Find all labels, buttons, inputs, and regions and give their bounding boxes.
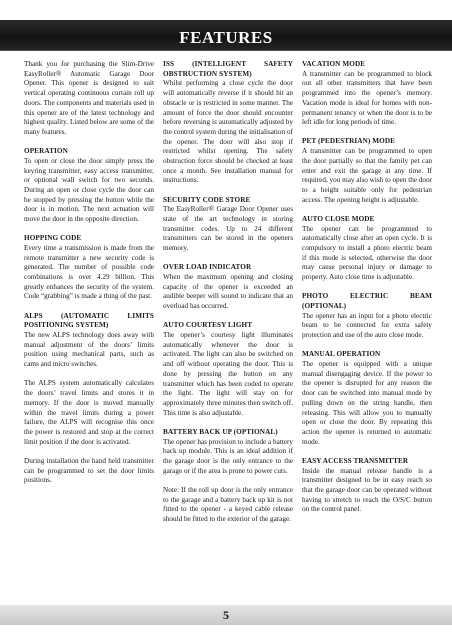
section-heading: PET (PEDESTRIAN) MODE — [302, 137, 396, 146]
section-body: Inside the manual release handle is a transmitter designed to be in easy reach so that the garage door can be operated without having to stretch to reach the O/S/C button on the control panel. — [302, 466, 432, 514]
section-body: The new ALPS technology does away with manual adjustment of the doors’ limits position using mechanical parts, such as cams and micro switches. — [24, 331, 154, 369]
section-heading: AUTO COURTESY LIGHT — [163, 321, 253, 330]
section-body: The opener can be programmed to automatically close after an open cycle. It is compulsory to install a photo electric beam if this mode is selected, otherwise the door may cause personal injury or damage to property. Auto close time is adjustable. — [302, 224, 432, 282]
section-heading: BATTERY BACK UP (OPTIONAL) — [163, 427, 278, 436]
section-heading: PHOTO ELECTRIC BEAM (OPTIONAL) — [302, 292, 432, 310]
section-heading: OPERATION — [24, 147, 68, 156]
section-heading: VACATION MODE — [302, 60, 366, 68]
section-pet-mode — [302, 137, 432, 205]
section-hopping-code — [24, 234, 154, 302]
column-2 — [163, 60, 293, 534]
section-heading: EASY ACCESS TRANSMITTER — [302, 456, 409, 465]
section-battery-backup — [163, 428, 293, 525]
section-heading: ALPS (AUTOMATIC LIMITS POSITIONING SYSTEM) — [24, 311, 154, 330]
section-body: When the maximum opening and closing capacity of the opener is exceeded an audible beeper will sound to indicate that an overload has occurred. — [163, 273, 293, 311]
section-body: A transmitter can be programmed to open the door partially so that the family pet can enter and exit the garage at any time. If required, you may also wish to open the door to a height suitable only for pedestrian access. The opening height is adjustable. — [302, 147, 432, 204]
section-auto-courtesy-light — [163, 321, 293, 418]
section-note: Note: If the roll up door is the only entrance to the garage and a battery back up kit is not fitted to the opener - a keyed cable release should be fitted to the exterior of the garage. — [163, 485, 293, 524]
section-body: During installation the hand held transmitter can be programmed to set the door limits positions. — [24, 456, 154, 485]
section-heading: AUTO CLOSE MODE — [302, 214, 375, 223]
section-body: The opener has an input for a photo electric beam to be connected for extra safety protection and use of the auto close mode. — [302, 311, 432, 340]
section-heading: HOPPING CODE — [24, 234, 82, 243]
section-manual-operation — [302, 350, 432, 447]
intro-paragraph: Thank you for purchasing the Slim-Drive EasyRoller® Automatic Garage Door Opener. This opener is designed to suit vertical operating continuous curtain roll up doors. The components and materials used in this opener are of the latest technology and highest quality. Listed below are some of the many features. — [24, 60, 154, 136]
column-1 — [24, 60, 154, 495]
section-heading: ISS (INTELLIGENT SAFETY OBSTRUCTION SYSTEM) — [163, 60, 293, 78]
section-easy-access-transmitter — [302, 457, 432, 515]
section-body: The opener is equipped with a unique manual disengaging device. If the power to the opener is disrupted for any reason the door can be switched into manual mode by pulling down on the string handle, then releasing. This will allow you to manually open or close the door. By repeating this action the opener is returned to automatic mode. — [302, 359, 432, 446]
section-body: To open or close the door simply press the keyring transmitter, easy access transmitter, or optional wall switch for two seconds. During an open or close cycle the door can be stopped by pressing the button while the door is in motion. The next actuation will move the door in the opposite direction. — [24, 156, 154, 224]
section-iss — [163, 60, 293, 186]
section-body: The EasyRoller® Garage Door Opener uses state of the art technology in storing transmitter codes. Up to 24 different transmitters can be stored in the openers memory. — [163, 205, 293, 253]
section-photo-electric-beam — [302, 292, 432, 341]
section-body: The opener has provision to include a battery back up module. This is an ideal addition if the garage door is the only entrance to the garage or if the area is prone to power cuts. — [163, 437, 293, 475]
section-body: The opener’s courtesy light illuminates automatically whenever the door is activated. The light can also be switched on and off without operating the door. This is done by pressing the button on any transmitter which has been coded to operate the light. The light will stay on for approximately three minutes then switch off. This time is also adjustable. — [163, 331, 293, 417]
section-heading: OVER LOAD INDICATOR — [163, 263, 252, 272]
section-body: Whilst performing a close cycle the door will automatically reverse if it should hit an obstacle or is restricted in some manner. The amount of force the door should encounter before reversing is automatically adjusted by the control system during the initialisation of the opener. The door will also stop if restricted whilst opening. The safety obstruction force should be checked at least once a month. See installation manual for instructions. — [163, 79, 293, 185]
column-3 — [302, 60, 432, 525]
section-heading: SECURITY CODE STORE — [163, 195, 251, 204]
section-body: The ALPS system automatically calculates the doors’ travel limits and stores it in memory. If the door is moved manually within the travel limits during a power failure, the ALPS will recognise this once the power is restored and stop at the correct limit position if the door is activated. — [24, 379, 154, 446]
section-body: Every time a transmission is made from the remote transmitter a new security code is generated. The number of possible code combinations is over 4.29 billion. This greatly enhances the security of the system. Code “grabbing” is made a thing of the past. — [24, 243, 154, 301]
section-auto-close-mode — [302, 215, 432, 283]
section-overload-indicator — [163, 263, 293, 312]
section-alps — [24, 312, 154, 486]
section-vacation-mode — [302, 60, 432, 128]
section-heading: MANUAL OPERATION — [302, 350, 381, 359]
section-operation — [24, 147, 154, 225]
section-security-code-store — [163, 196, 293, 254]
page-number: 5 — [223, 608, 229, 622]
page-title: FEATURES — [179, 28, 273, 47]
section-body: A transmitter can be programmed to block out all other transmitters that have been programmed into the opener’s memory. Vacation mode is ideal for homes with non-permanent tenancy or when the door is to be left idle for long periods of time. — [302, 69, 432, 127]
